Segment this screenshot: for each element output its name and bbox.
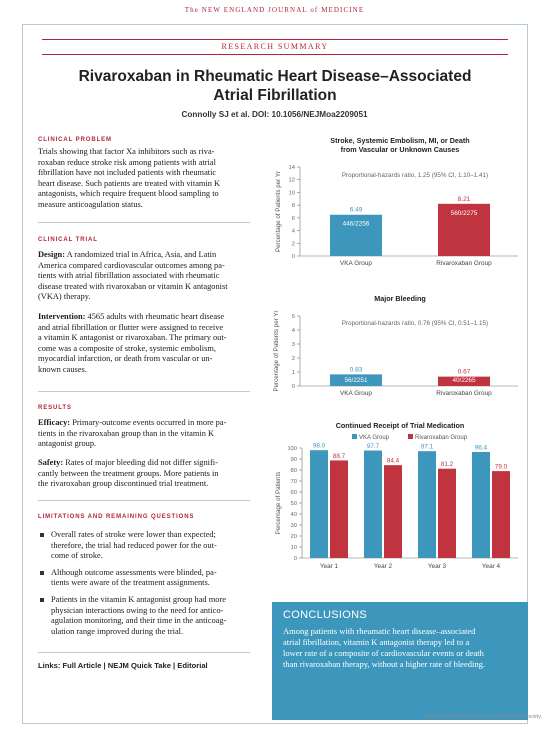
chart2-major-bleeding — [268, 308, 530, 400]
journal-masthead: The NEW ENGLAND JOURNAL of MEDICINE — [184, 6, 365, 14]
chart3-bar — [418, 451, 436, 558]
chart3-category-label: Year 1 — [319, 563, 339, 570]
text-line: Trials showing that factor Xa inhibitors such as riva- — [38, 147, 215, 156]
conclusions-text — [283, 626, 517, 670]
chart1-ytick-label: 14 — [288, 165, 295, 171]
section-divider — [38, 222, 250, 223]
intervention-text — [38, 312, 260, 376]
text-line: fibrillation have not included patients with rheumatic — [38, 168, 217, 178]
chart1-title-line: Stroke, Systemic Embolism, MI, or Death — [330, 136, 470, 145]
chart3-legend-label: Rivaroxaban Group — [415, 435, 468, 441]
text-line: cantly between the treatment groups. More patients in — [38, 468, 219, 478]
chart2-ytick-label: 3 — [291, 342, 295, 348]
clinical-problem-text — [38, 147, 260, 211]
text-line: measure anticoagulation status. — [38, 199, 143, 209]
chart2-title: Major Bleeding — [374, 294, 426, 303]
chart3-title: Continued Receipt of Trial Medication — [335, 421, 465, 430]
chart3-ytick-label: 40 — [290, 512, 297, 518]
chart1-value-label: 8.21 — [457, 195, 471, 203]
chart3-legend-swatch — [352, 434, 357, 439]
chart1-count-label: 446/2256 — [342, 220, 370, 228]
chart3-ytick-label: 50 — [290, 501, 297, 507]
chart1-ytick-label: 6 — [291, 215, 295, 222]
chart2-category-label: Rivaroxaban Group — [436, 390, 492, 397]
article-links[interactable]: Links: Full Article | NEJM Quick Take | Editorial — [38, 661, 208, 670]
chart3-value-label: 97.7 — [366, 443, 380, 451]
chart3-ytick-label: 20 — [290, 534, 297, 540]
chart3-bar — [364, 451, 382, 558]
authors-doi: Connolly SJ et al. DOI: 10.1056/NEJMoa2209051 — [181, 110, 368, 119]
safety-label: Safety: — [38, 458, 64, 467]
design-text — [38, 250, 260, 303]
chart3-category-label: Year 3 — [427, 563, 447, 570]
chart1-category-label: VKA Group — [340, 260, 372, 267]
chart2-ytick-label: 0 — [291, 384, 295, 390]
text-line: Among patients with rheumatic heart disease–associated — [283, 626, 476, 636]
chart1-ytick-label: 0 — [291, 254, 295, 260]
text-line: antagonists, which require frequent blood sampling to — [38, 189, 219, 199]
chart3-ytick-label: 0 — [293, 556, 297, 562]
text-line: A randomized trial in Africa, Asia, and Latin — [65, 250, 217, 259]
section-divider — [38, 391, 250, 392]
chart2-hazard-ratio: Proportional-hazards ratio, 0.76 (95% CI, 0.51–1.15) — [341, 320, 489, 327]
text-line: and atrial fibrillation or flutter were assigned to receive — [38, 322, 224, 332]
chart3-ytick-label: 70 — [290, 479, 297, 485]
section-divider — [38, 652, 250, 653]
chart2-ytick-label: 1 — [291, 370, 295, 376]
text-line: Overall rates of stroke were lower than expected; — [51, 530, 216, 539]
text-line: heart disease. Such patients are treated with vitamin K — [38, 178, 221, 188]
chart1-primary-outcome — [268, 160, 530, 280]
limitations-list — [38, 530, 263, 637]
chart1-ytick-label: 12 — [288, 177, 295, 184]
chart3-ylabel: Percentage of Patients — [275, 471, 282, 535]
text-line: atrial fibrillation, vitamin K antagonist therapy led to a — [283, 637, 470, 647]
text-line: agulation monitoring, and their time in the anticoag- — [51, 616, 227, 626]
chart1-category-label: Rivaroxaban Group — [436, 260, 492, 267]
text-line: tients with atrial fibrillation associated with rheumatic — [38, 271, 220, 281]
chart3-bar — [472, 452, 490, 558]
results-heading: RESULTS — [38, 405, 72, 411]
text-line: than rivaroxaban therapy, without a higher rate of bleeding. — [283, 659, 485, 669]
chart3-value-label: 96.4 — [474, 444, 488, 452]
design-label: Design: — [38, 250, 65, 259]
chart3-ytick-label: 100 — [287, 446, 297, 452]
chart3-bar — [438, 469, 456, 558]
chart3-continued-medication — [268, 432, 530, 572]
title-line-2: Atrial Fibrillation — [213, 87, 337, 104]
article-title — [30, 67, 520, 105]
limitation-bullet — [38, 568, 263, 589]
chart3-ytick-label: 80 — [290, 468, 297, 474]
section-divider — [38, 500, 250, 501]
chart3-ytick-label: 30 — [290, 523, 297, 529]
intervention-label: Intervention: — [38, 312, 86, 321]
text-line: known causes. — [38, 364, 87, 374]
conclusions-heading: CONCLUSIONS — [283, 609, 367, 621]
text-line: roxaban reduce stroke risk among patients with atrial — [38, 157, 216, 167]
text-line: Although outcome assessments were blinded, pa- — [51, 567, 217, 577]
efficacy-label: Efficacy: — [38, 418, 71, 427]
text-line: ulation range improved during the trial. — [51, 626, 184, 636]
text-line: Rates of major bleeding did not differ signifi- — [63, 458, 218, 467]
chart1-title — [280, 136, 520, 154]
chart2-value-label: 0.83 — [349, 366, 363, 374]
chart1-title-line: from Vascular or Unknown Causes — [340, 145, 460, 154]
text-line: the rivaroxaban group discontinued trial treatment. — [38, 479, 209, 489]
text-line: lower rate of a composite of cardiovascular events or death — [283, 648, 484, 658]
text-line: physician interactions owing to the need for antico- — [51, 605, 224, 615]
chart3-bar — [384, 465, 402, 558]
text-line: come of stroke. — [51, 551, 103, 561]
chart3-bar — [310, 450, 328, 558]
chart1-value-label: 6.49 — [349, 206, 363, 214]
chart2-count-label: 40/2265 — [452, 377, 476, 384]
chart3-ytick-label: 10 — [290, 545, 297, 551]
limitation-bullet — [38, 530, 263, 562]
efficacy-text — [38, 418, 260, 450]
chart1-ylabel: Percentage of Patients per Yr — [275, 170, 282, 253]
chart3-category-label: Year 4 — [481, 563, 501, 570]
chart3-value-label: 79.0 — [494, 463, 508, 471]
chart1-ytick-label: 4 — [291, 228, 295, 235]
chart2-ylabel: Percentage of Patients per Yr — [273, 310, 280, 392]
chart3-category-label: Year 2 — [373, 563, 393, 570]
text-line: 4565 adults with rheumatic heart disease — [85, 312, 225, 321]
chart3-legend-label: VKA Group — [359, 435, 390, 441]
chart3-value-label: 88.7 — [332, 452, 346, 460]
chart1-count-label: 560/2275 — [450, 209, 478, 217]
chart2-count-label: 56/2251 — [344, 377, 368, 384]
chart3-value-label: 81.2 — [440, 461, 454, 469]
chart1-hazard-ratio: Proportional-hazards ratio, 1.25 (95% CI, 1.10–1.41) — [341, 172, 489, 179]
chart1-ytick-label: 10 — [288, 190, 295, 197]
chart3-value-label: 97.1 — [420, 443, 434, 451]
text-line: America compared cardiovascular outcomes among pa- — [38, 260, 225, 270]
conclusions-box — [272, 602, 528, 720]
text-line: (VKA) therapy. — [38, 292, 91, 302]
chart3-ytick-label: 90 — [290, 457, 297, 463]
text-line: tients in the rivaroxaban group than in the vitamin K — [38, 428, 215, 438]
chart2-category-label: VKA Group — [340, 390, 372, 397]
chart3-value-label: 84.4 — [386, 457, 400, 465]
text-line: disease treated with rivaroxaban or vitamin K antagonist — [38, 281, 228, 291]
chart3-ytick-label: 60 — [290, 490, 297, 496]
copyright-notice: Copyright © 2022 Massachusetts Medical Society. — [422, 714, 542, 720]
chart2-value-label: 0.67 — [457, 368, 471, 376]
text-line: antagonist group. — [38, 439, 97, 449]
title-line-1: Rivaroxaban in Rheumatic Heart Disease–Associated — [78, 68, 472, 85]
text-line: tients were aware of the treatment assignments. — [51, 578, 210, 588]
chart2-ytick-label: 5 — [291, 314, 295, 320]
chart3-value-label: 98.0 — [312, 442, 326, 450]
text-line: Primary-outcome events occurred in more pa- — [70, 418, 227, 427]
clinical-problem-heading: CLINICAL PROBLEM — [38, 137, 112, 143]
text-line: therefore, the trial had reduced power for the out- — [51, 540, 217, 550]
chart1-ytick-label: 2 — [291, 241, 295, 248]
text-line: come was a composite of stroke, systemic embolism, — [38, 343, 216, 353]
chart3-bar — [492, 471, 510, 558]
clinical-trial-heading: CLINICAL TRIAL — [38, 237, 98, 243]
limitation-bullet — [38, 595, 263, 637]
chart2-ytick-label: 2 — [291, 356, 295, 362]
research-summary-tag: RESEARCH SUMMARY — [42, 39, 508, 55]
chart3-legend-swatch — [408, 434, 413, 439]
chart1-ytick-label: 8 — [291, 203, 295, 210]
text-line: myocardial infarction, or death from vascular or un- — [38, 354, 213, 364]
text-line: a vitamin K antagonist or rivaroxaban. The primary out- — [38, 333, 227, 343]
chart3-bar — [330, 460, 348, 558]
text-line: Patients in the vitamin K antagonist group had more — [51, 594, 226, 604]
safety-text — [38, 458, 260, 490]
limitations-heading: LIMITATIONS AND REMAINING QUESTIONS — [38, 514, 195, 520]
chart2-ytick-label: 4 — [291, 328, 295, 334]
